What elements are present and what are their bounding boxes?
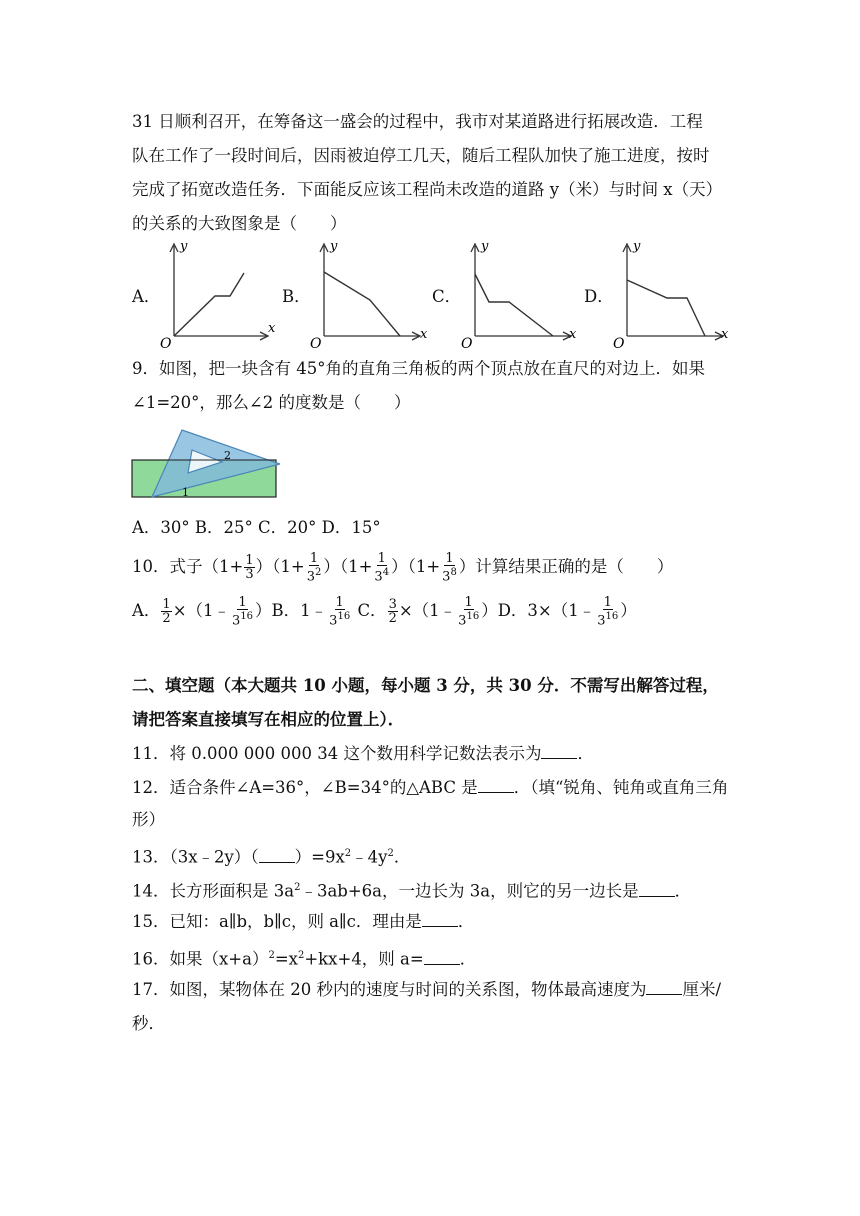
q10-fraction-4: $\frac{1}{3^8}$ xyxy=(442,551,457,585)
q10-c-inner-fraction: $\frac{1}{3^{16}}$ xyxy=(458,595,480,629)
q10-a-inner-fraction: $\frac{1}{3^{16}}$ xyxy=(232,595,254,629)
q8-option-b-label: B． xyxy=(282,287,311,306)
q9-angle-1-label: 1 xyxy=(182,486,189,499)
q8-option-a-label: A． xyxy=(132,287,161,306)
q12-answer-blank[interactable] xyxy=(478,778,514,793)
q8-c-y-label: y xyxy=(481,239,489,254)
q13: 13．（3x﹣2y）（ ）$=9x^2﹣4y^2$． xyxy=(132,847,411,867)
q11-answer-blank[interactable] xyxy=(541,744,577,759)
q8-line-1: 31 日顺利召开，在筹备这一盛会的过程中，我市对某道路进行拓展改造．工程 xyxy=(132,112,703,131)
q8-option-d-label: D． xyxy=(584,287,614,306)
q17-answer-blank[interactable] xyxy=(646,980,682,995)
q10-c-fraction: $\frac{3}{2}$ xyxy=(388,597,397,627)
q9-answers: A．30° B．25° C．20° D．15° xyxy=(132,518,381,537)
q10-options: A． $\frac{1}{2}$ ×（1﹣ $\frac{1}{3^{16}}$ ）B．1﹣ $\frac{1}{3^{16}}$ C． $\frac{3}{2}$ ×（1﹣ $\frac{1}{3^{16}}$ ）D．3×（1﹣ $\frac{1}{3^{16}}$ ） xyxy=(132,595,637,629)
q16-answer-blank[interactable] xyxy=(424,950,460,965)
q8-b-x-label: x xyxy=(420,327,428,342)
q15-answer-blank[interactable] xyxy=(422,912,458,927)
section-2-heading-line-1: 二、填空题（本大题共 10 小题，每小题 3 分，共 30 分．不需写出解答过程， xyxy=(132,676,719,695)
q8-graph-d xyxy=(607,238,732,348)
q9-ruler-triangle-figure xyxy=(130,428,280,500)
q10-a-fraction: $\frac{1}{2}$ xyxy=(162,597,171,627)
q12: 12．适合条件∠A=36°，∠B=34°的△ABC 是 ．（填“锐角、钝角或直角三角 xyxy=(132,778,729,797)
q13-answer-blank[interactable] xyxy=(259,848,295,863)
q8-c-origin: O xyxy=(461,336,473,348)
q8-line-2: 队在工作了一段时间后，因雨被迫停工几天，随后工程队加快了施工进度，按时 xyxy=(132,146,710,165)
q8-d-origin: O xyxy=(613,336,625,348)
q10-fraction-2: $\frac{1}{3^2}$ xyxy=(306,551,322,585)
q8-a-y-label: y xyxy=(180,239,188,254)
q8-line-4: 的关系的大致图象是（ ） xyxy=(132,214,347,233)
q10-fraction-3: $\frac{1}{3^4}$ xyxy=(374,551,390,585)
q10-d-fraction: $\frac{1}{3^{16}}$ xyxy=(597,595,619,629)
q8-graph-a xyxy=(160,238,280,348)
q8-a-origin: O xyxy=(160,336,172,348)
q10-fraction-1: $\frac{1}{3}$ xyxy=(245,553,254,583)
q8-graph-c xyxy=(455,238,580,348)
q8-b-y-label: y xyxy=(330,239,338,254)
q9-angle-2-label: 2 xyxy=(224,449,231,462)
q14-answer-blank[interactable] xyxy=(639,882,675,897)
q11: 11．将 0.000 000 000 34 这个数用科学记数法表示为 ． xyxy=(132,744,594,763)
q12-line-2: 形） xyxy=(132,810,165,829)
q17-line-2: 秒． xyxy=(132,1014,165,1033)
q10-expression: 10．式子（1+ $\frac{1}{3}$ ）（1+ $\frac{1}{3^2}$ ）（1+ $\frac{1}{3^4}$ ）（1+ $\frac{1}{3^8}$ ）计算结果正确的是（ ） xyxy=(132,551,674,585)
q8-line-3: 完成了拓宽改造任务．下面能反应该工程尚未改造的道路 y（米）与时间 x（天） xyxy=(132,180,723,199)
q8-option-c-label: C． xyxy=(432,287,462,306)
q10-b-fraction: $\frac{1}{3^{16}}$ xyxy=(329,595,351,629)
section-2-heading-line-2: 请把答案直接填写在相应的位置上）． xyxy=(132,710,405,729)
q14: 14．长方形面积是 $3a^2﹣3ab+6a$，一边长为 3a，则它的另一边长是 ． xyxy=(132,881,692,901)
q8-b-origin: O xyxy=(310,336,322,348)
q15: 15．已知：a∥b，b∥c，则 a∥c．理由是 ． xyxy=(132,912,475,931)
q16: 16．如果$(x+a)^2=x^2+kx+4$，则 a= ． xyxy=(132,949,477,969)
q9-line-1: 9．如图，把一块含有 45°角的直角三角板的两个顶点放在直尺的对边上．如果 xyxy=(132,359,705,378)
q8-graph-b xyxy=(308,238,433,348)
q8-d-y-label: y xyxy=(633,239,641,254)
q9-line-2: ∠1=20°，那么∠2 的度数是（ ） xyxy=(132,393,411,412)
q8-d-x-label: x xyxy=(721,327,729,342)
q17: 17．如图，某物体在 20 秒内的速度与时间的关系图，物体最高速度为 厘米/ xyxy=(132,980,722,999)
q8-c-x-label: x xyxy=(569,327,577,342)
q8-a-x-label: x xyxy=(268,321,276,336)
